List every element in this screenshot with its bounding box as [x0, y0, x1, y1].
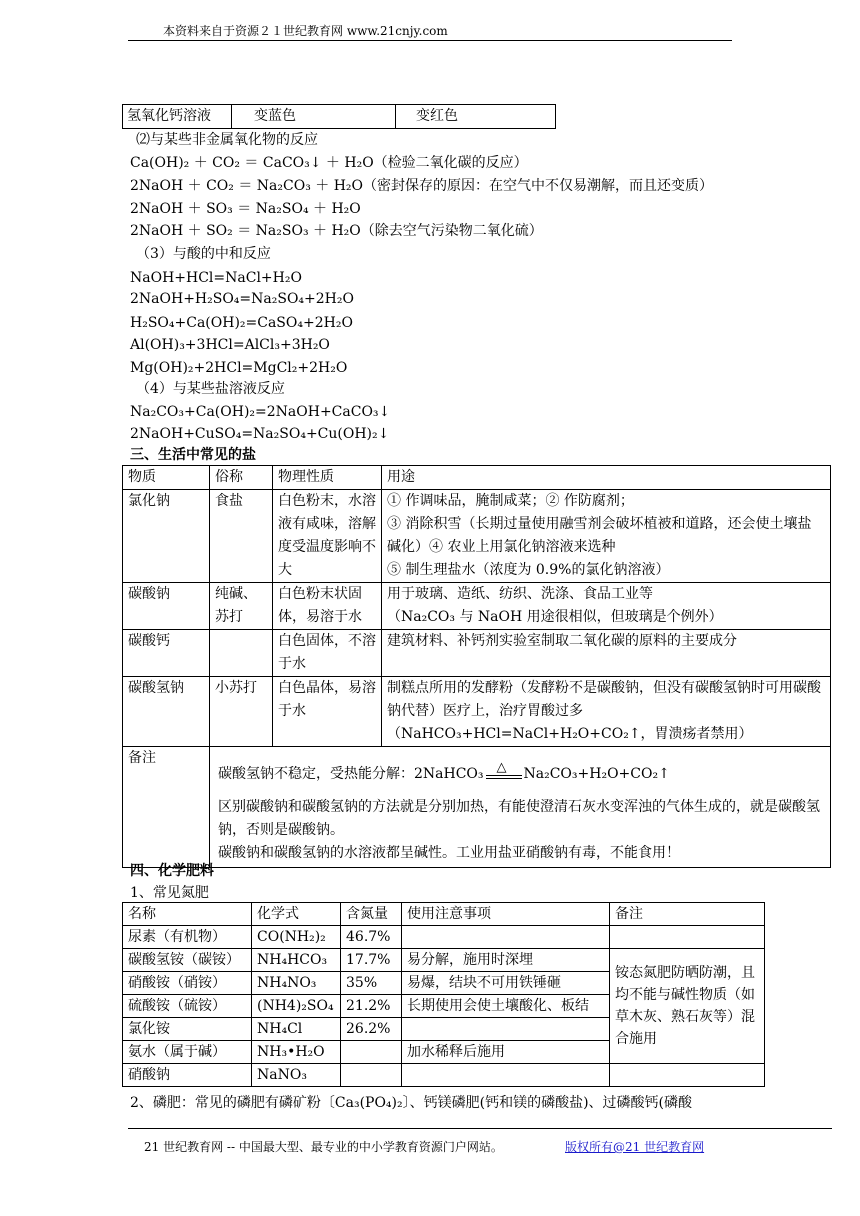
salt-alias [210, 630, 273, 677]
salt-uses [382, 677, 831, 747]
salt-props: 白色固体，不溶于水 [273, 630, 382, 677]
decomp-prefix: 碳酸氢钠不稳定，受热能分解：2NaHCO₃ [218, 766, 484, 782]
salt-name: 碳酸钠 [123, 583, 210, 630]
fert-nitrogen: 17.7% [341, 949, 402, 972]
fert-note [402, 1064, 610, 1087]
notes-label: 备注 [123, 747, 210, 868]
fert-remark: 铵态氮肥防晒防潮，且均不能与碱性物质（如草木灰、熟石灰等）混合施用 [610, 949, 765, 1064]
table-header-row [123, 466, 831, 490]
decomp-suffix: Na₂CO₃+H₂O+CO₂↑ [523, 766, 670, 782]
table-header-row [123, 903, 765, 926]
fert-name: 尿素（有机物） [123, 926, 252, 949]
indicator-table-fragment [122, 104, 556, 129]
fert-note: 长期使用会使土壤酸化、板结 [402, 995, 610, 1018]
fert-note: 加水稀释后施用 [402, 1041, 610, 1064]
use-line: （NaHCO₃+HCl=NaCl+H₂O+CO₂↑，胃溃疡者禁用） [387, 726, 753, 742]
section-title: ⑵与某些非金属氧化物的反应 [136, 132, 318, 148]
decomposition-equation [218, 760, 825, 786]
header-cell: 使用注意事项 [402, 903, 610, 926]
section-title: （3）与酸的中和反应 [136, 246, 271, 262]
double-bar [486, 775, 522, 779]
equation-line: 2NaOH ＋ SO₃ ＝ Na₂SO₄ ＋ H₂O [130, 201, 361, 217]
subheading-nitrogen: 1、常见氮肥 [130, 885, 209, 901]
equation-line: 2NaOH ＋ CO₂ ＝ Na₂CO₃ ＋ H₂O（密封保存的原因：在空气中不仅易潮解，而且还变质） [130, 178, 714, 194]
header-cell: 化学式 [252, 903, 341, 926]
header-cell: 俗称 [210, 466, 273, 490]
page-header-source: 本资料来自于资源２１世纪教育网 www.21cnjy.com [163, 24, 448, 38]
salts-table [122, 465, 831, 868]
fert-nitrogen: 26.2% [341, 1018, 402, 1041]
header-cell: 名称 [123, 903, 252, 926]
fert-nitrogen [341, 1064, 402, 1087]
section-heading-salts: 三、生活中常见的盐 [130, 447, 256, 463]
salt-alias: 纯碱、苏打 [210, 583, 273, 630]
fert-formula: NaNO₃ [252, 1064, 341, 1087]
equation-line: Na₂CO₃+Ca(OH)₂=2NaOH+CaCO₃↓ [130, 404, 391, 420]
cell-color-2: 变红色 [396, 105, 556, 129]
fert-name: 硫酸铵（硫铵） [123, 995, 252, 1018]
fert-formula: (NH4)₂SO₄ [252, 995, 341, 1018]
table-row [123, 1064, 765, 1087]
table-row [123, 630, 831, 677]
fert-name: 氨水（属于碱） [123, 1041, 252, 1064]
fert-remark-empty [610, 1064, 765, 1087]
table-row [123, 949, 765, 972]
salt-name: 碳酸氢钠 [123, 677, 210, 747]
phosphate-paragraph: 2、磷肥：常见的磷肥有磷矿粉〔Ca₃(PO₄)₂〕、钙镁磷肥(钙和镁的磷酸盐)、过磷酸钙(磷酸 [130, 1095, 693, 1111]
header-cell: 备注 [610, 903, 765, 926]
header-cell: 物理性质 [273, 466, 382, 490]
salt-name: 氯化钠 [123, 490, 210, 583]
use-line: （Na₂CO₃ 与 NaOH 用途很相似，但玻璃是个例外） [387, 609, 723, 625]
table-row [123, 926, 765, 949]
section-heading-fertilizer: 四、化学肥料 [130, 863, 214, 879]
nitrogen-fertilizer-table [122, 902, 765, 1087]
equation-line: 2NaOH ＋ SO₂ ＝ Na₂SO₃ ＋ H₂O（除去空气污染物二氧化硫） [130, 223, 543, 239]
salt-uses [382, 630, 831, 677]
fert-formula: NH₄HCO₃ [252, 949, 341, 972]
fert-formula: NH₃•H₂O [252, 1041, 341, 1064]
fert-formula: CO(NH₂)₂ [252, 926, 341, 949]
fert-note: 易分解，施用时深埋 [402, 949, 610, 972]
equation-line: Mg(OH)₂+2HCl=MgCl₂+2H₂O [130, 360, 348, 376]
use-line: 用于玻璃、造纸、纺织、洗涤、食品工业等 [387, 586, 653, 602]
salt-uses [382, 490, 831, 583]
table-row [123, 490, 831, 583]
equation-line: 2NaOH+H₂SO₄=Na₂SO₄+2H₂O [130, 291, 354, 307]
footer-copyright-link[interactable]: 版权所有@21 世纪教育网 [565, 1140, 705, 1154]
use-line: ⑤ 制生理盐水（浓度为 0.9%的氯化钠溶液） [387, 562, 670, 578]
fert-name: 氯化铵 [123, 1018, 252, 1041]
fert-note [402, 1018, 610, 1041]
heat-symbol: △ [496, 760, 507, 775]
notes-cell [210, 747, 831, 868]
table-row [123, 677, 831, 747]
salt-props: 白色粉末状固体，易溶于水 [273, 583, 382, 630]
fert-name: 硝酸铵（硝铵） [123, 972, 252, 995]
salt-uses [382, 583, 831, 630]
cell-solution: 氢氧化钙溶液 [123, 105, 232, 129]
table-row [123, 583, 831, 630]
header-cell: 物质 [123, 466, 210, 490]
cell-color-1: 变蓝色 [232, 105, 396, 129]
fert-formula: NH₄Cl [252, 1018, 341, 1041]
use-line: ③ 消除积雪（长期过量使用融雪剂会破坏植被和道路，还会使土壤盐碱化）④ 农业上用氯化钠溶液来选种 [387, 516, 812, 555]
use-line: ① 作调味品，腌制咸菜；② 作防腐剂； [387, 493, 634, 509]
fert-note: 易爆，结块不可用铁锤砸 [402, 972, 610, 995]
footer-text: 21 世纪教育网 -- 中国最大型、最专业的中小学教育资源门户网站。 [144, 1140, 503, 1154]
use-line: 建筑材料、补钙剂实验室制取二氧化碳的原料的主要成分 [387, 633, 737, 649]
header-divider [128, 40, 732, 41]
fert-remark-empty [610, 926, 765, 949]
footer-divider [128, 1128, 832, 1129]
note-paragraph: 区别碳酸钠和碳酸氢钠的方法就是分别加热，有能使澄清石灰水变浑浊的气体生成的，就是碳酸氢钠，否则是碳酸钠。 [218, 799, 820, 838]
header-cell: 用途 [382, 466, 831, 490]
salt-props: 白色晶体，易溶于水 [273, 677, 382, 747]
fert-nitrogen: 21.2% [341, 995, 402, 1018]
table-row-notes [123, 747, 831, 868]
fert-note [402, 926, 610, 949]
fert-name: 硝酸钠 [123, 1064, 252, 1087]
use-line: 制糕点所用的发酵粉（发酵粉不是碳酸钠，但没有碳酸氢钠时可用碳酸钠代替）医疗上，治疗胃酸过多 [387, 680, 821, 719]
heating-condition [484, 760, 524, 782]
equation-line: 2NaOH+CuSO₄=Na₂SO₄+Cu(OH)₂↓ [130, 426, 390, 442]
equation-line: Al(OH)₃+3HCl=AlCl₃+3H₂O [130, 337, 330, 353]
section-title: （4）与某些盐溶液反应 [136, 381, 285, 397]
salt-name: 碳酸钙 [123, 630, 210, 677]
fert-nitrogen: 46.7% [341, 926, 402, 949]
fert-formula: NH₄NO₃ [252, 972, 341, 995]
fert-name: 碳酸氢铵（碳铵） [123, 949, 252, 972]
salt-alias: 小苏打 [210, 677, 273, 747]
salt-props: 白色粉末，水溶液有咸味，溶解度受温度影响不大 [273, 490, 382, 583]
note-paragraph: 碳酸钠和碳酸氢钠的水溶液都呈碱性。工业用盐亚硝酸钠有毒，不能食用！ [218, 845, 680, 861]
fert-nitrogen: 35% [341, 972, 402, 995]
equation-line: Ca(OH)₂ ＋ CO₂ ＝ CaCO₃↓ ＋ H₂O（检验二氧化碳的反应） [130, 155, 528, 171]
salt-alias: 食盐 [210, 490, 273, 583]
header-cell: 含氮量 [341, 903, 402, 926]
equation-line: H₂SO₄+Ca(OH)₂=CaSO₄+2H₂O [130, 315, 353, 331]
equation-line: NaOH+HCl=NaCl+H₂O [130, 270, 302, 286]
fert-nitrogen [341, 1041, 402, 1064]
